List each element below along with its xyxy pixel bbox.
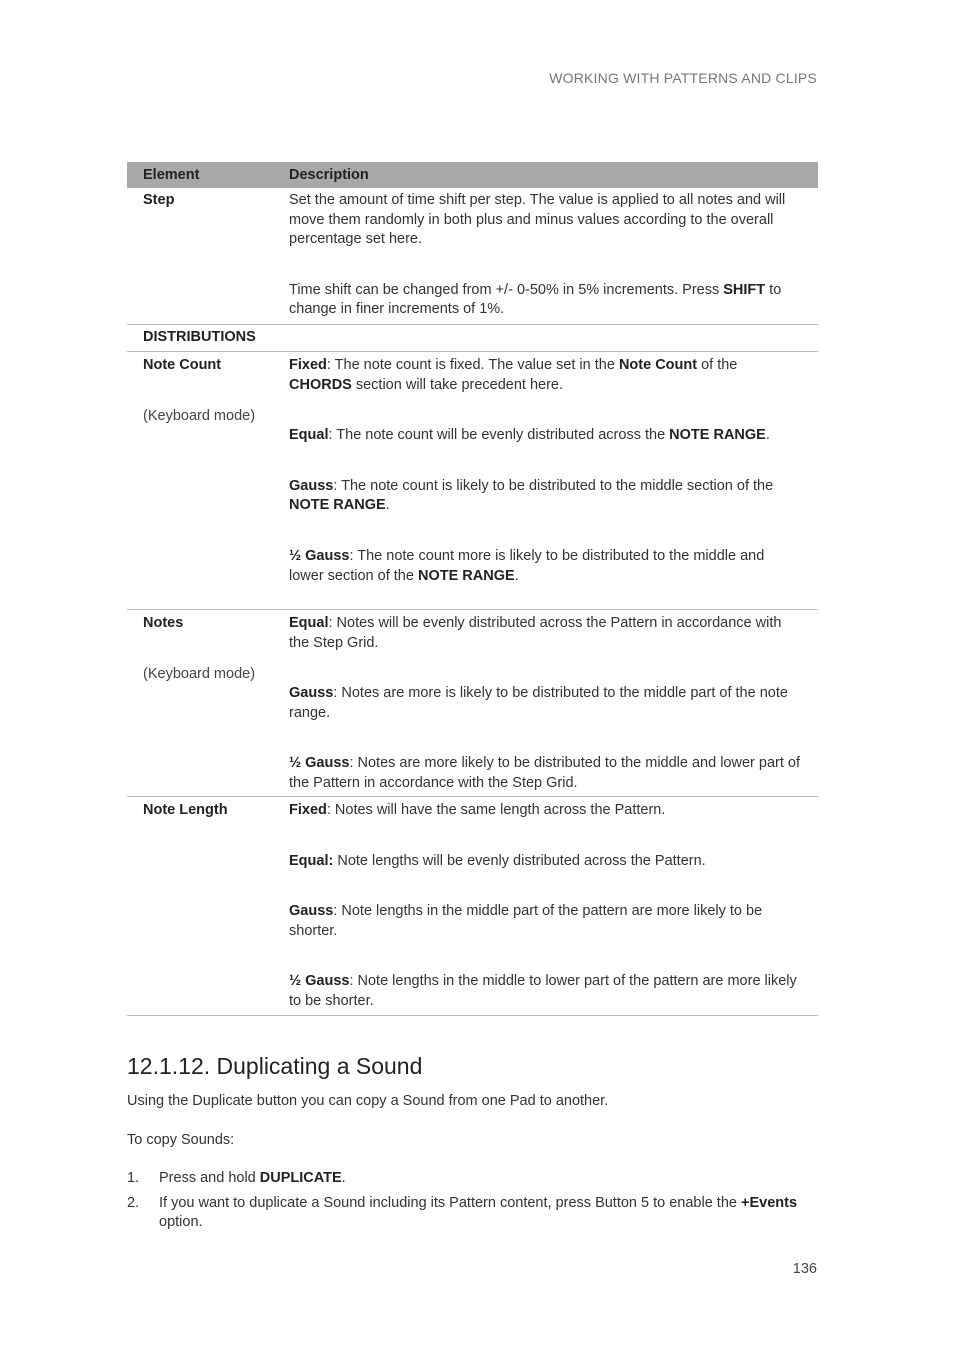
page-number: 136	[792, 1261, 817, 1277]
description-paragraph: Gauss: Note lengths in the middle part of the pattern are more likely to be shorter.	[289, 903, 763, 939]
section-title: 12.1.12. Duplicating a Sound	[127, 1053, 423, 1079]
column-header-element: Element	[143, 167, 200, 183]
description-paragraph: Set the amount of time shift per step. The value is applied to all notes and will move them randomly in both plus and minus values according to the overall percentage set here.	[289, 192, 786, 248]
element-name: Notes	[143, 615, 184, 631]
description-paragraph: Equal: Notes will be evenly distributed across the Pattern in accordance with the Step Grid.	[289, 615, 782, 651]
instruction-list	[127, 1169, 818, 1238]
table-row-notes	[127, 610, 818, 797]
table-row-note-count	[127, 352, 818, 610]
description-paragraph: ½ Gauss: The note count more is likely to be distributed to the middle and lower section of the NOTE RANGE.	[289, 547, 765, 584]
column-header-description: Description	[289, 167, 369, 183]
description-paragraph: ½ Gauss: Note lengths in the middle to lower part of the pattern are more likely to be shorter.	[289, 973, 797, 1009]
description-paragraph: Gauss: Notes are more is likely to be distributed to the middle part of the note range.	[289, 685, 788, 721]
description-paragraph: Time shift can be changed from +/- 0-50% in 5% increments. Press SHIFT to change in finer increments of 1%.	[289, 281, 782, 318]
list-item: 1. Press and hold DUPLICATE.	[127, 1169, 818, 1189]
description-paragraph: Equal: The note count will be evenly distributed across the NOTE RANGE.	[289, 427, 770, 444]
list-item: 2. If you want to duplicate a Sound including its Pattern content, press Button 5 to enable the +Events option.	[127, 1194, 818, 1233]
description-paragraph: Fixed: Notes will have the same length across the Pattern.	[289, 802, 666, 818]
element-mode-note: (Keyboard mode)	[143, 665, 256, 682]
description-paragraph: ½ Gauss: Notes are more likely to be distributed to the middle and lower part of the Pattern in accordance with the Step Grid.	[289, 755, 800, 791]
list-number: 2.	[127, 1194, 140, 1211]
section-intro: Using the Duplicate button you can copy a Sound from one Pad to another.	[127, 1093, 609, 1109]
description-paragraph: Gauss: The note count is likely to be distributed to the middle section of the NOTE RANGE.	[289, 477, 774, 514]
table-row-distributions	[127, 325, 818, 352]
table-row-note-length	[127, 797, 818, 1016]
description-paragraph: Equal: Note lengths will be evenly distributed across the Pattern.	[289, 852, 706, 869]
table-row-step	[127, 162, 818, 325]
section-lead: To copy Sounds:	[127, 1132, 235, 1148]
element-name: DISTRIBUTIONS	[143, 329, 256, 346]
parameter-table	[127, 162, 818, 1016]
element-name: Step	[143, 192, 175, 208]
element-name: Note Length	[143, 802, 228, 818]
element-name: Note Count	[143, 357, 222, 373]
description-paragraph: Fixed: The note count is fixed. The value set in the Note Count of the CHORDS section will take precedent here.	[289, 357, 738, 393]
running-header: WORKING WITH PATTERNS AND CLIPS	[549, 70, 817, 86]
element-mode-note: (Keyboard mode)	[143, 407, 256, 424]
list-number: 1.	[127, 1170, 140, 1186]
